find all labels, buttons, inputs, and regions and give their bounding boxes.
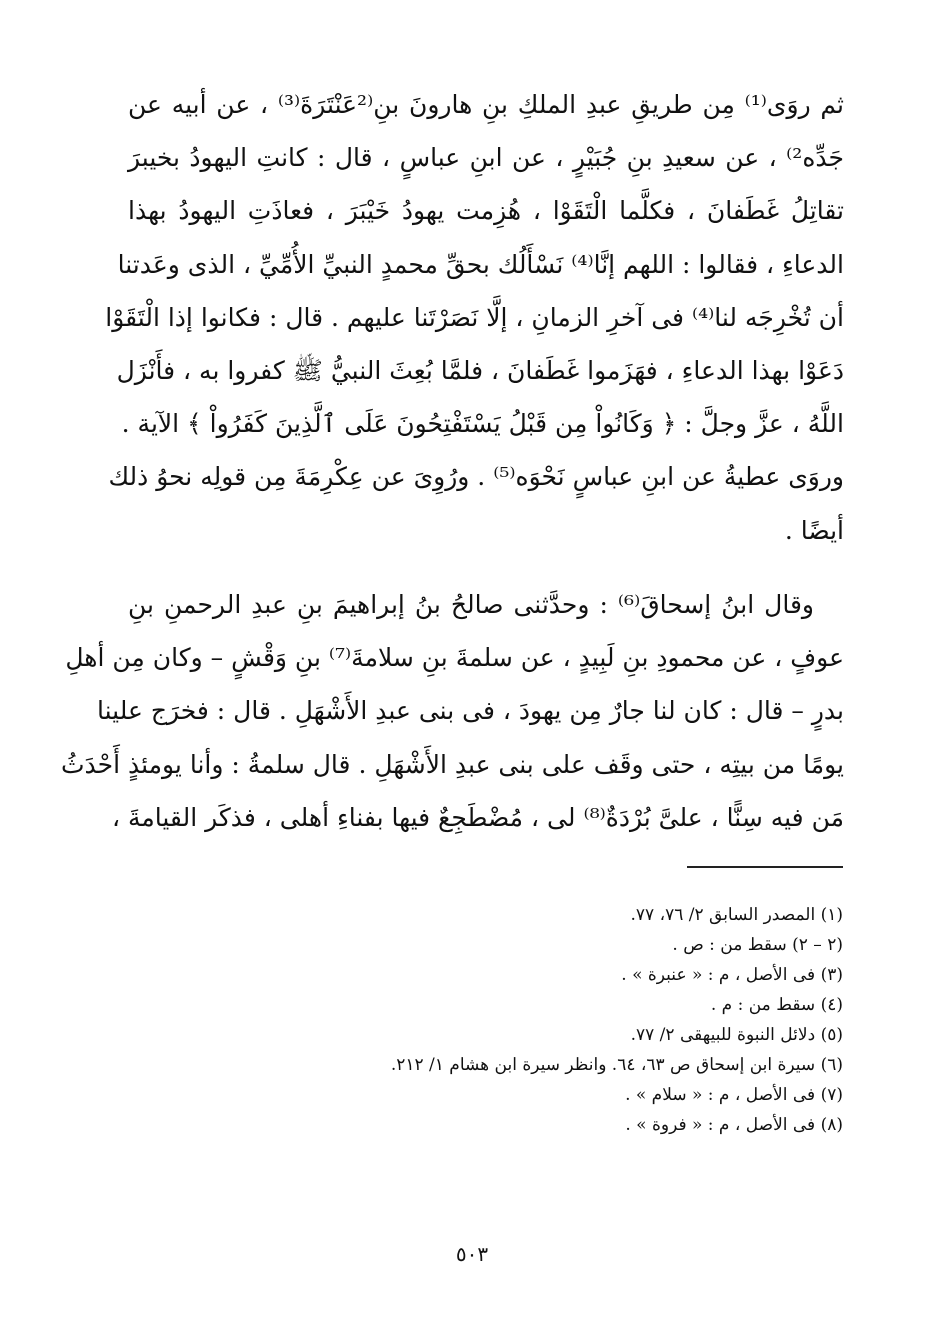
text-line: مَن فيه سِنًّا ، علىَّ بُرْدَةٌ⁽⁸⁾ لى ، مُضْطَجِعٌ فيها بفناءِ أهلى ، فذكَر القيامةَ ، [111,802,844,832]
text-line: أن تُخْرِجَه لنا⁽⁴⁾ فى آخرِ الزمانِ ، إلَّا نَصَرْتَنا عليهم . قال : فكانوا إذا الْتَقَوْا [105,302,844,332]
text-line: عوفٍ ، عن محمودِ بنِ لَبِيدٍ ، عن سلمةَ بنِ سلامةَ⁽⁷⁾ بنِ وَقْشٍ – وكان مِن أهلِ [65,643,844,673]
footnote-separator [687,866,843,868]
text-line: الدعاءِ ، فقالوا : اللهم إنَّا⁽⁴⁾ نَسْأَلُك بحقِّ محمدٍ النبيِّ الأُمِّيِّ ، الذى وعَدتنا [117,249,844,279]
text-line: اللَّهُ ، عزَّ وجلَّ : ﴿ وَكَانُواْ مِن قَبْلُ يَسْتَفْتِحُونَ عَلَى ٱلَّذِينَ كَفَرُواْ ﴾ الآية . [121,409,844,439]
footnote: (٢ – ٢) سقط من : ص . [672,935,843,955]
text-line: بدرٍ – قال : كان لنا جارٌ مِن يهودَ ، فى بنى عبدِ الأَشْهَلِ . قال : فخرَج علينا [96,696,844,726]
text-line: جَدِّه²⁾ ، عن سعيدِ بنِ جُبَيْرٍ ، عن ابنِ عباسٍ ، قال : كانتِ اليهودُ بخيبرَ [128,143,844,173]
paragraph-2 [60,578,844,844]
footnote: (١) المصدر السابق ٢/ ٧٦، ٧٧. [630,905,843,925]
page-number: ٥٠٣ [455,1242,489,1266]
footnote: (٤) سقط من : م . [710,995,843,1015]
text-line: وروَى عطيةُ عن ابنِ عباسٍ نَحْوَه⁽⁵⁾ . ورُوِىَ عن عِكْرِمَةَ مِن قولِه نحوُ ذلك [108,462,844,492]
text-line: تقاتِلُ غَطَفانَ ، فكلَّما الْتَقَوْا ، هُزِمت يهودُ خَيْبَرَ ، فعاذَتِ اليهودُ بهذا [128,196,844,226]
text-line: ثم روَى⁽¹⁾ مِن طريقِ عبدِ الملكِ بنِ هارونَ بنِ⁽²عَنْتَرَةَ⁽³⁾ ، عن أبيه عن [128,90,844,119]
text-line: يومًا من بيتِه ، حتى وقَف على بنى عبدِ الأَشْهَلِ . قال سلمةُ : وأنا يومئذٍ أَحْدَثُ [60,749,844,779]
footnote: (٥) دلائل النبوة للبيهقى ٢/ ٧٧. [630,1025,843,1045]
footnote: (٣) فى الأصل ، م : « عنبرة » . [621,965,843,985]
footnotes [300,900,843,1140]
text-line: أيضًا . [784,515,844,545]
paragraph-1 [105,78,844,557]
footnote: (٦) سيرة ابن إسحاق ص ٦٣، ٦٤. وانظر سيرة ابن هشام ١/ ٢١٢. [390,1055,843,1075]
footnote: (٨) فى الأصل ، م : « فروة » . [625,1115,843,1135]
text-line: وقال ابنُ إسحاقَ⁽⁶⁾ : وحدَّثنى صالحُ بنُ إبراهيمَ بنِ عبدِ الرحمنِ بنِ [128,590,814,619]
footnote: (٧) فى الأصل ، م : « سلام » . [625,1085,843,1105]
text-line: دَعَوْا بهذا الدعاءِ ، فهَزَموا غَطَفانَ ، فلمَّا بُعِثَ النبيُّ ﷺ كفروا به ، فأَنْزَل [116,355,844,385]
